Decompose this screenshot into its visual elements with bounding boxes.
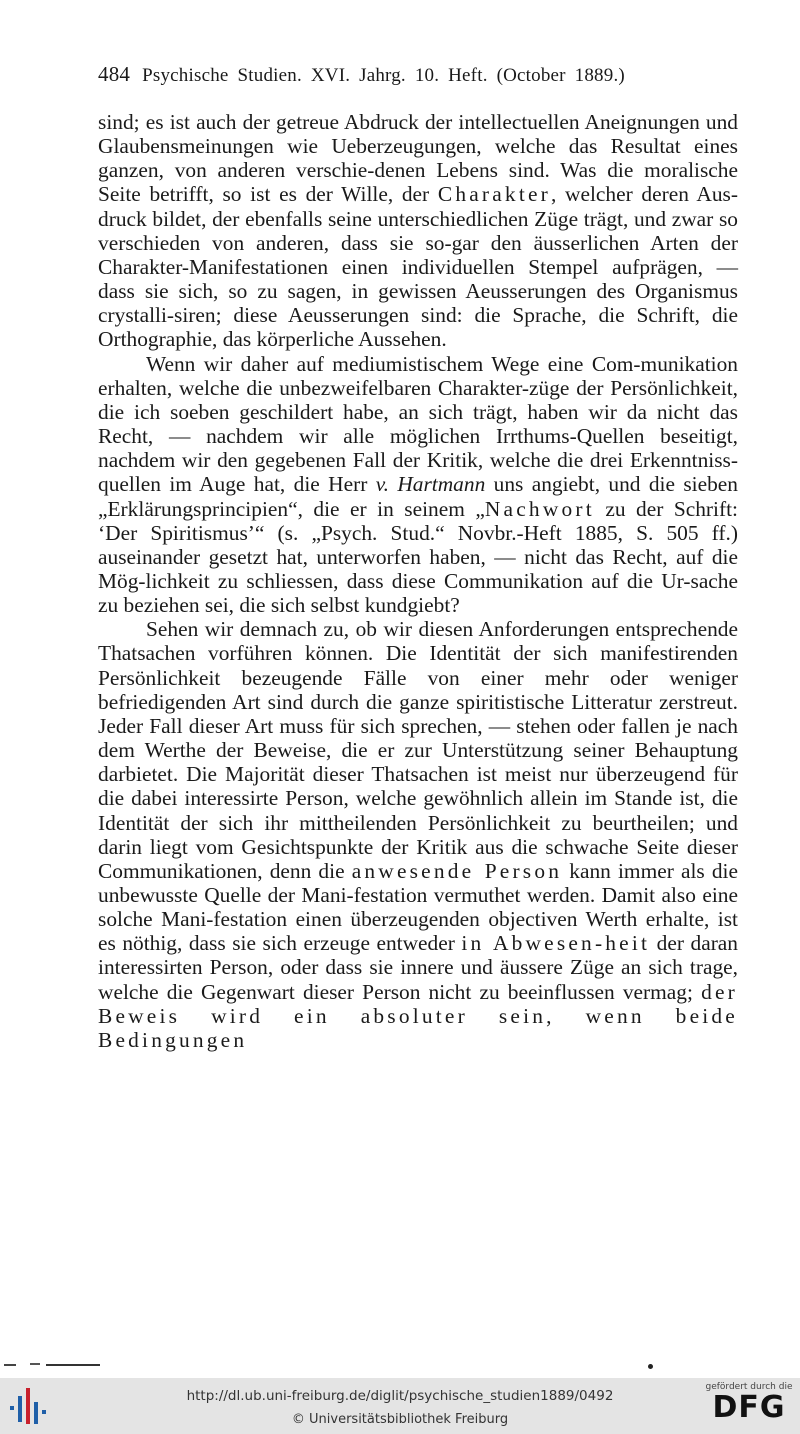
page-number: 484 [98,62,131,86]
running-header [98,62,738,92]
dfg-wordmark: DFG [712,1390,786,1425]
spaced-emphasis: in Abwesen-heit [461,931,651,956]
source-url-link[interactable]: http://dl.ub.uni-freiburg.de/diglit/psychische_studien1889/0492 [186,1388,614,1404]
copyright-notice: © Universitätsbibliothek Freiburg [291,1412,509,1427]
running-title: Psychische Studien. XVI. Jahrg. 10. Heft. (October 1889.) [142,65,625,86]
digitization-footer [0,1378,800,1434]
text-span: kann immer als die unbewusste Quelle der Mani-festation vermuthet werden. Damit also eine solche Mani-festation einen überzeugenden objectiven Werth erhalte, ist es nöthig, dass sie sich erzeuge entweder [98,858,738,956]
text-span: zu der Schrift: ‘Der Spiritismus’“ (s. „Psych. Stud.“ Novbr.-Heft 1885, S. 505 ff.) auseinander gesetzt hat, unterworfen haben, — nicht das Recht, auf die Mög-lichkeit zu schliessen, dass diese Communikation auf die Ur-sache zu beziehen sei, die sich selbst kundgiebt? [98,496,739,618]
paragraph-2 [98,352,738,618]
paragraph-3 [98,617,738,1052]
spaced-emphasis: Nachwort [484,496,595,521]
text-span: Sehen wir demnach zu, ob wir diesen Anforderungen entsprechende Thatsachen vorführen können. Die Identität der sich manifestirenden Persönlichkeit bezeugende Fälle von einer mehr oder weniger befriedigenden Art sind durch die ganze spiritistische Litteratur zerstreut. Jeder Fall dieser Art muss für sich sprechen, — stehen oder fallen je nach dem Werthe der Beweise, die er zur Unterstützung seiner Behauptung darbietet. Die Majorität dieser Thatsachen ist meist nur überzeugend für die dabei interessirte Person, welche gewöhnlich allein im Stande ist, die Identität der sich ihr mittheilenden Persönlichkeit zu beurtheilen; und darin liegt vom Gesichtspunkte der Kritik aus die schwache Seite dieser Communikationen, denn die [98,617,738,883]
text-span: sind; es ist auch der getreue Abdruck der intellectuellen Aneignungen und Glaubensmeinungen wie Ueberzeugungen, welche das Resultat eines ganzen, von anderen verschie-denen Lebens sind. Was die moralische Seite betrifft, so ist es der Wille, der [98,110,738,207]
italic-name: v. Hartmann [375,472,486,497]
scan-dot [648,1364,653,1369]
spaced-emphasis: anwesende Person [351,858,563,883]
library-logo-icon[interactable] [8,1384,48,1428]
scan-smudge [0,1360,110,1368]
text-span: uns angiebt, und die sieben „Erklärungsprincipien“, die er in seinem „ [98,472,738,521]
spaced-emphasis: der Beweis wird ein absoluter sein, wenn beide Bedingungen [98,979,738,1052]
text-span: , welcher deren Aus-druck bildet, der ebenfalls seine unterschiedlichen Züge trägt, und zwar so verschieden von anderen, dass sie so-gar den äusserlichen Arten der Charakter-Manifestationen einen individuellen Stempel aufprägen, — dass sie sich, so zu sagen, in gewissen Aeusserungen des Organismus crystalli-siren; diese Aeusserungen sind: die Sprache, die Schrift, die Orthographie, das körperliche Aussehen. [98,182,738,352]
text-span: der daran interessirten Person, oder dass sie innere und äussere Züge an sich trage, welche die Gegenwart dieser Person nicht zu beeinflussen vermag; [98,931,739,1004]
body-text [98,110,738,1052]
text-span: Wenn wir daher auf mediumistischem Wege eine Com-munikation erhalten, welche die unbezweifelbaren Charakter-züge der Persönlichkeit, die ich soeben geschildert habe, an sich trägt, haben wir da nicht das Recht, — nachdem wir alle möglichen Irrthums-Quellen beseitigt, nachdem wir den gegebenen Fall der Kritik, welche die drei Erkenntniss-quellen im Auge hat, die Herr [98,351,738,497]
spaced-emphasis: Charakter [437,182,551,207]
dfg-caption: gefördert durch die [705,1382,793,1392]
dfg-logo[interactable] [704,1382,794,1430]
paragraph-1 [98,110,738,352]
